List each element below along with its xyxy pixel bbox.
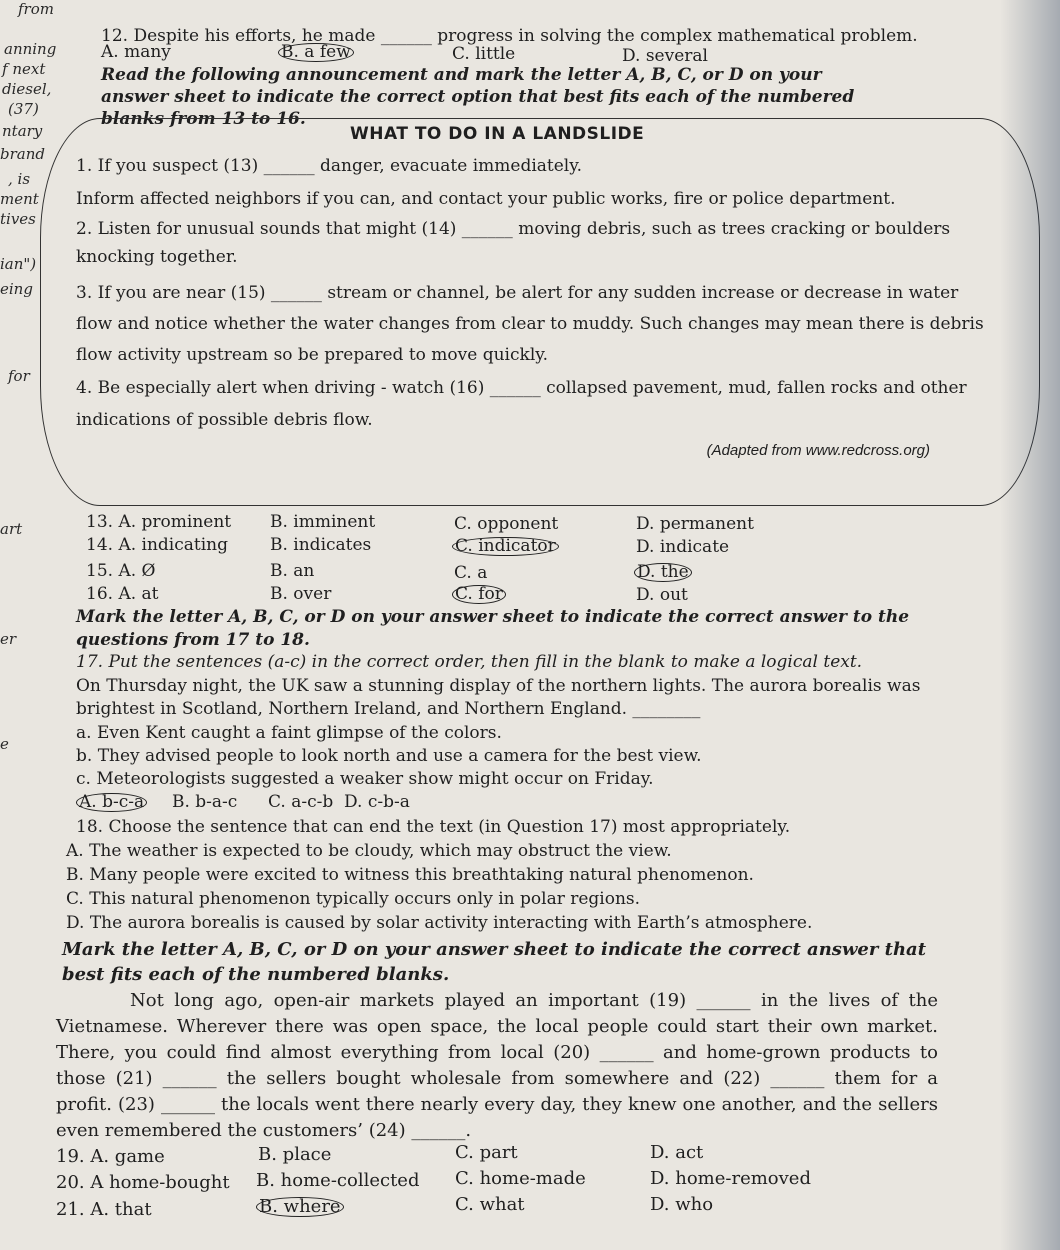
instructions-19-24: Mark the letter A, B, C, or D on your answer sheet to indicate the correct answer that best fits each of the numbered blanks. xyxy=(62,939,927,985)
margin-note: tives xyxy=(0,210,36,228)
q12-option-c: C. little xyxy=(452,44,516,64)
notice-item-3: 3. If you are near (15) ______ stream or channel, be alert for any sudden increase or decrease in water xyxy=(76,283,959,303)
q21-option-b: B. where xyxy=(256,1196,344,1217)
q12-option-b: B. a few xyxy=(278,42,354,62)
margin-note: from xyxy=(18,0,54,18)
page-edge-shadow xyxy=(1000,0,1060,1250)
q15-option-c: C. a xyxy=(454,563,488,583)
q16-option-a: 16. A. at xyxy=(86,584,159,604)
notice-item-1: 1. If you suspect (13) ______ danger, evacuate immediately. xyxy=(76,156,582,176)
q19-option-a: 19. A. game xyxy=(56,1146,165,1167)
q17-sentence-a: a. Even Kent caught a faint glimpse of the colors. xyxy=(76,723,502,743)
q17-option-c: C. a-c-b xyxy=(268,792,334,812)
margin-note: (37) xyxy=(8,100,39,118)
q18-option-c: C. This natural phenomenon typically occurs only in polar regions. xyxy=(66,889,641,909)
margin-note: er xyxy=(0,630,17,648)
notice-item-4: 4. Be especially alert when driving - watch (16) ______ collapsed pavement, mud, fallen rocks and other xyxy=(76,378,967,398)
q21-option-d: D. who xyxy=(650,1194,714,1215)
q18-option-b: B. Many people were excited to witness this breathtaking natural phenomenon. xyxy=(66,865,754,885)
q17-option-a: A. b-c-a xyxy=(76,792,147,812)
q16-option-c: C. for xyxy=(452,584,506,604)
notice-item-1-cont: Inform affected neighbors if you can, and contact your public works, fire or police department. xyxy=(76,189,896,209)
instructions-17-18: Mark the letter A, B, C, or D on your answer sheet to indicate the correct answer to the questions from 17 to 18. xyxy=(76,607,910,650)
q13-option-d: D. permanent xyxy=(636,514,754,534)
margin-note: ment xyxy=(0,190,39,208)
margin-note: e xyxy=(0,735,9,753)
q17-sentence-c: c. Meteorologists suggested a weaker show might occur on Friday. xyxy=(76,769,654,789)
q17-sentence-b: b. They advised people to look north and use a camera for the best view. xyxy=(76,746,702,766)
margin-note: art xyxy=(0,520,23,538)
q20-option-b: B. home-collected xyxy=(256,1170,420,1191)
q14-option-c: C. indicator xyxy=(452,536,559,556)
q13-option-a: 13. A. prominent xyxy=(86,512,232,532)
instructions-13-16: Read the following announcement and mark the letter A, B, C, or D on your answer sheet to indicate the correct option that best fits each of the numbered blanks from 13 to 16. xyxy=(101,65,855,129)
margin-note: diesel, xyxy=(2,80,52,98)
q20-option-d: D. home-removed xyxy=(650,1168,811,1189)
margin-note: eing xyxy=(0,280,33,298)
notice-title: WHAT TO DO IN A LANDSLIDE xyxy=(350,124,645,144)
q17-stem: 17. Put the sentences (a-c) in the correct order, then fill in the blank to make a logical text. xyxy=(76,652,863,672)
margin-note: brand xyxy=(0,145,45,163)
q21-option-a: 21. A. that xyxy=(56,1199,152,1220)
margin-note: for xyxy=(8,367,30,385)
market-passage: Not long ago, open-air markets played an important (19) ______ in the lives of the Vietnamese. Wherever there was open space, the local people could start their own market. There, you could find almost everything from local (20) ______ and home-grown products to those (21) ______ the sellers bought wholesale from somewhere and (22) ______ them for a profit. (23) ______ the locals went there nearly every day, they knew one another, and the sellers even remembered the customers’ (24) ______. xyxy=(56,990,938,1141)
margin-note: f next xyxy=(2,60,46,78)
q15-option-d: D. the xyxy=(634,562,692,582)
notice-item-2: 2. Listen for unusual sounds that might (14) ______ moving debris, such as trees cracking or boulders xyxy=(76,219,951,239)
q18-stem: 18. Choose the sentence that can end the text (in Question 17) most appropriately. xyxy=(76,817,791,837)
q17-option-b: B. b-a-c xyxy=(172,792,238,812)
q14-option-b: B. indicates xyxy=(270,535,372,555)
notice-item-3-cont2: flow activity upstream so be prepared to move quickly. xyxy=(76,345,549,365)
margin-note: ian") xyxy=(0,255,37,273)
q16-option-b: B. over xyxy=(270,584,332,604)
notice-source: (Adapted from www.redcross.org) xyxy=(706,442,930,459)
q19-option-d: D. act xyxy=(650,1142,704,1163)
notice-item-4-cont: indications of possible debris flow. xyxy=(76,410,373,430)
q14-option-a: 14. A. indicating xyxy=(86,535,228,555)
q12-option-d: D. several xyxy=(622,46,708,66)
q20-option-c: C. home-made xyxy=(455,1168,586,1189)
q17-text-2: brightest in Scotland, Northern Ireland, and Northern England. ________ xyxy=(76,699,701,719)
q17-option-d: D. c-b-a xyxy=(344,792,410,812)
q15-option-b: B. an xyxy=(270,561,315,581)
q18-option-d: D. The aurora borealis is caused by solar activity interacting with Earth’s atmosphere. xyxy=(66,913,813,933)
margin-note: , is xyxy=(8,170,31,188)
q19-option-c: C. part xyxy=(455,1142,518,1163)
margin-note: ntary xyxy=(2,122,43,140)
q12-stem: 12. Despite his efforts, he made ______ progress in solving the complex mathematical problem. xyxy=(101,26,918,46)
q18-option-a: A. The weather is expected to be cloudy, which may obstruct the view. xyxy=(66,841,672,861)
q21-option-c: C. what xyxy=(455,1194,525,1215)
margin-note: anning xyxy=(4,40,57,58)
q12-option-a: A. many xyxy=(101,42,171,62)
q19-option-b: B. place xyxy=(258,1144,332,1165)
q15-option-a: 15. A. Ø xyxy=(86,561,156,581)
q14-option-d: D. indicate xyxy=(636,537,730,557)
q13-option-b: B. imminent xyxy=(270,512,376,532)
q20-option-a: 20. A home-bought xyxy=(56,1172,230,1193)
q16-option-d: D. out xyxy=(636,585,688,605)
notice-item-2-cont: knocking together. xyxy=(76,247,238,267)
q13-option-c: C. opponent xyxy=(454,514,559,534)
notice-item-3-cont: flow and notice whether the water changes from clear to muddy. Such changes may mean there is debris xyxy=(76,314,984,334)
q17-text-1: On Thursday night, the UK saw a stunning display of the northern lights. The aurora borealis was xyxy=(76,676,921,696)
